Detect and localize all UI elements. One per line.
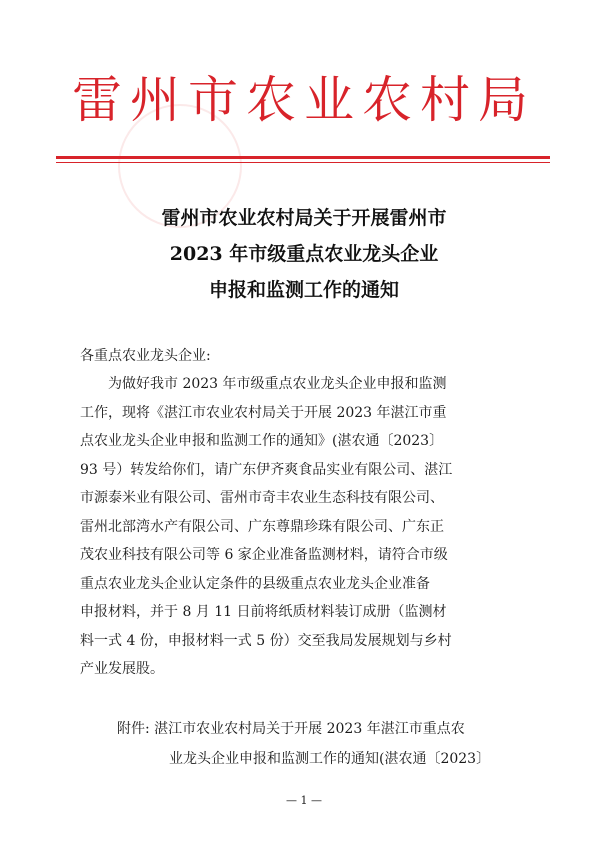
paragraph-line: 料一式 4 份，申报材料一式 5 份）交至我局发展规划与乡村 [80, 632, 452, 649]
attachment-line-1: 附件: 湛江市农业农村局关于开展 2023 年湛江市重点农 [117, 721, 465, 737]
paragraph-line: 市源泰米业有限公司、雷州市奇丰农业生态科技有限公司、 [80, 490, 444, 506]
letterhead-title: 雷州市农业农村局 [72, 71, 536, 129]
letterhead-red-rule-thin [56, 162, 550, 163]
paragraph-line: 93 号）转发给你们，请广东伊齐爽食品实业有限公司、湛江 [80, 461, 453, 478]
paragraph-line: 重点农业龙头企业认定条件的县级重点农业龙头企业准备 [80, 575, 430, 592]
page-number: — 1 — [286, 794, 322, 807]
paragraph-line: 点农业龙头企业申报和监测工作的通知》(湛农通〔2023〕 [80, 433, 444, 449]
paragraph-line: 产业发展股。 [80, 661, 164, 677]
title-line-2: 2023 年市级重点农业龙头企业 [169, 243, 439, 265]
paragraph-line: 茂农业科技有限公司等 6 家企业准备监测材料，请符合市级 [80, 547, 448, 563]
paragraph-line: 工作，现将《湛江市农业农村局关于开展 2023 年湛江市重 [80, 404, 447, 421]
document-title [0, 200, 608, 308]
title-line-1: 雷州市农业农村局关于开展雷州市 [161, 207, 447, 229]
attachment-note [117, 714, 557, 774]
salutation: 各重点农业龙头企业: [80, 348, 211, 364]
attachment-line-2: 业龙头企业申报和监测工作的通知(湛农通〔2023〕 [169, 751, 491, 767]
body-paragraph [80, 370, 530, 684]
document-body [80, 342, 530, 684]
paragraph-line: 雷州北部湾水产有限公司、广东尊鼎珍珠有限公司、广东正 [80, 518, 444, 535]
letterhead-red-rule [56, 156, 550, 159]
paragraph-line: 为做好我市 2023 年市级重点农业龙头企业申报和监测 [108, 376, 447, 392]
title-line-3: 申报和监测工作的通知 [208, 279, 399, 301]
paragraph-line: 申报材料，并于 8 月 11 日前将纸质材料装订成册（监测材 [80, 604, 447, 620]
